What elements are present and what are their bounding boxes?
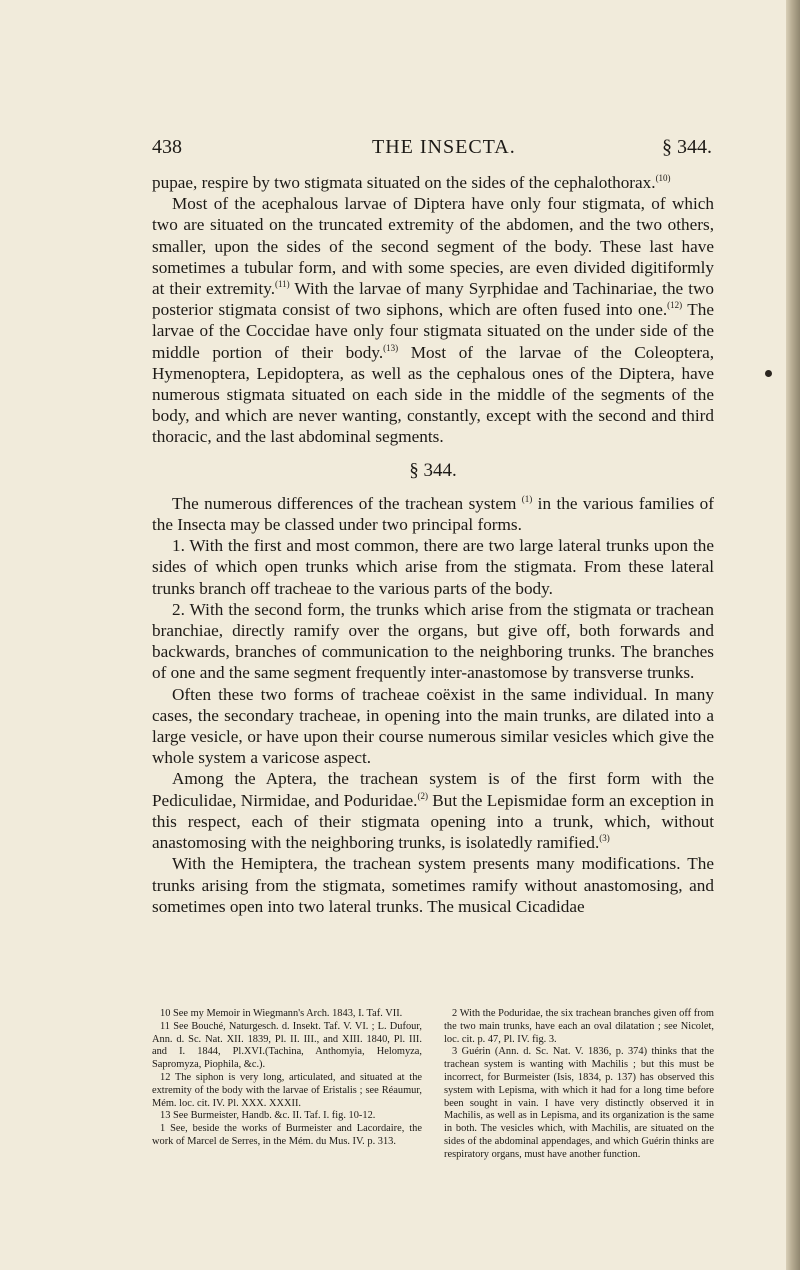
footnote: 3 Guérin (Ann. d. Sc. Nat. V. 1836, p. 374) thinks that the trachean system is wanting with Machilis ; but this must be incorrect, for Burmeister (Isis, 1834, p. 137) has observed this system with Lepisma, with which it had for a long time before been sought in vain. I have very distinctly observed it in Machilis, as well as in Lepisma, and its organization is the same in both. The vesicles which, with Machilis, are situated on the sides of the abdominal appendages, and which Guérin thinks are respiratory organs, must have another function.	[444, 1046, 714, 1160]
paragraph: 2. With the second form, the trunks which arise from the stigmata or trachean branchiae, directly ramify over the organs, but give off, both forwards and backwards, branches of communication to the neighboring trunks. The branches of one and the same segment frequently inter-anastomose by transverse trunks.	[152, 599, 714, 683]
paragraph: 1. With the first and most common, there are two large lateral trunks upon the sides of which open trunks which arise from the stigmata. From these lateral trunks branch off tracheae to the various parts of the body.	[152, 536, 714, 598]
footnotes-left-column	[152, 1008, 422, 1149]
footnote: 2 With the Poduridae, the six trachean branches given off from the two main trunks, have each an oval dilatation ; see Nicolet, loc. cit. p. 47, Pl. IV. fig. 3.	[444, 1008, 714, 1045]
paragraph: The numerous differences of the trachean system $^{(1)}$ in the various families of the Insecta may be classed under two principal forms.	[152, 493, 714, 535]
paragraph: pupae, respire by two stigmata situated on the sides of the cephalothorax.$^{(10)}$	[152, 173, 671, 192]
ink-mark	[765, 370, 772, 377]
footnote-ref: (1)	[521, 493, 533, 504]
section-heading: § 344.	[409, 459, 457, 481]
running-header	[152, 136, 712, 162]
page-number: 438	[152, 136, 182, 158]
paragraph: Often these two forms of tracheae coëxist in the same individual. In many cases, the secondary tracheae, in opening into the main trunks, are dilated into a large vesicle, or have upon their course numerous similar vesicles which give the whole system a varicose aspect.	[152, 684, 714, 768]
header-section: § 344.	[662, 136, 712, 158]
page-edge-shadow	[786, 0, 800, 1270]
footnote-ref: (2)	[417, 790, 428, 801]
paragraph: Most of the acephalous larvae of Diptera have only four stigmata, of which two are situated on the truncated extremity of the abdomen, and the two others, smaller, upon the sides of the second segment of the body. These last have sometimes a tubular form, and with some species, are even divided digitiformly at their extremity.$^{(11)}$ With the larvae of many Syrphidae and Tachinariae, the two posterior stigmata consist of two siphons, which are often fused into one.$^{(12)}$ The larvae of the Coccidae have only four stigmata situated on the under side of the middle portion of their body.$^{(13)}$ Most of the larvae of the Coleoptera, Hymenoptera, Lepidoptera, as well as the cephalous ones of the Diptera, have numerous stigmata situated on each side in the middle of the segments of the body, and which are never wanting, constantly, except with the second and third thoracic, and the last abdominal segments.	[152, 194, 714, 447]
footnote-ref: (13)	[383, 342, 399, 353]
footnote: 11 See Bouché, Naturgesch. d. Insekt. Taf. V. VI. ; L. Dufour, Ann. d. Sc. Nat. XII. 1839, Pl. II. III., and XIII. 1840, Pl. III. and I. 1844, Pl.XVI.(Tachina, Anthomyia, Helomyza, Sapromyza, Piophila, &c.).	[152, 1020, 422, 1071]
footnote: 10 See my Memoir in Wiegmann's Arch. 1843, I. Taf. VII.	[160, 1008, 403, 1019]
footnote: 1 See, beside the works of Burmeister and Lacordaire, the work of Marcel de Serres, in the Mém. du Mus. IV. p. 313.	[152, 1123, 422, 1147]
footnote: 12 The siphon is very long, articulated, and situated at the extremity of the body with the larvae of Eristalis ; see Réaumur, Mém. loc. cit. IV. Pl. XXX. XXXII.	[152, 1071, 422, 1109]
main-text	[152, 172, 714, 917]
footnote: 13 See Burmeister, Handb. &c. II. Taf. I. fig. 10-12.	[160, 1110, 376, 1122]
footnote-ref: (10)	[655, 173, 671, 183]
paragraph: Among the Aptera, the trachean system is of the first form with the Pediculidae, Nirmidae, and Poduridae.$^{(2)}$ But the Lepismidae form an exception in this respect, each of their stigmata opening into a trunk, which, without anastomosing with the neighboring trunks, is isolatedly ramified.$^{(3)}$	[152, 769, 715, 853]
footnote-ref: (11)	[275, 279, 290, 290]
paragraph: With the Hemiptera, the trachean system presents many modifications. The trunks arising from the stigmata, sometimes ramify without anastomosing, and sometimes open into two lateral trunks. The musical Cicadidae	[152, 854, 714, 916]
running-title: THE INSECTA.	[372, 136, 516, 158]
footnote-ref: (3)	[599, 833, 610, 844]
footnotes-right-column	[444, 1008, 714, 1162]
footnote-ref: (12)	[667, 300, 683, 311]
